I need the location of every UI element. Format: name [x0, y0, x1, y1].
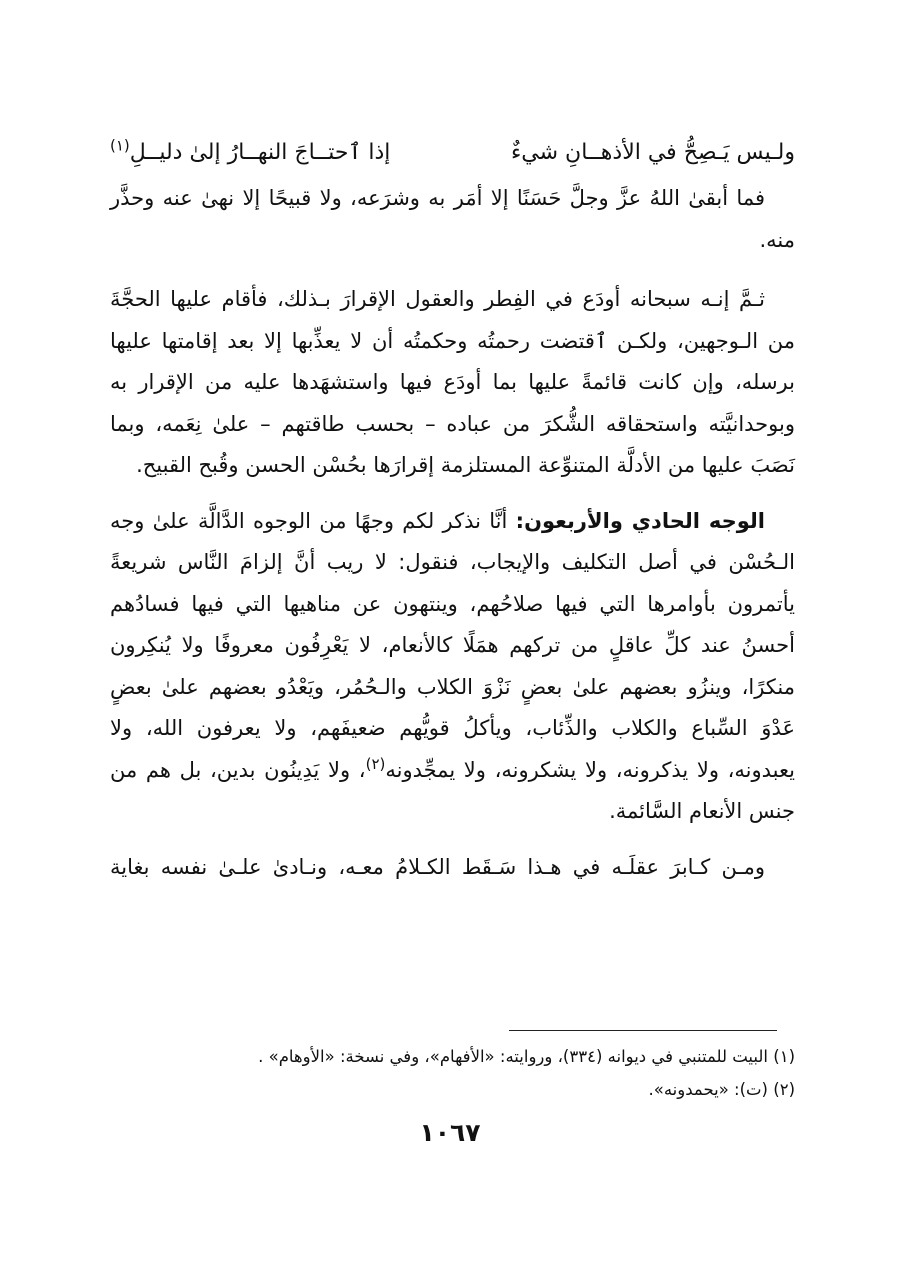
footnote-marker-2[interactable]: (٢)	[365, 754, 386, 773]
paragraph-4-continued	[110, 847, 795, 889]
section-heading: الوجه الحادي والأربعون:	[515, 508, 765, 533]
page-number: ١٠٦٧	[419, 1118, 481, 1147]
poetry-verse	[110, 130, 795, 176]
paragraph-3-text: أنَّا نذكر لكم وجهًا من الوجوه الدَّالَّة علىٰ وجه الـحُسْن في أصل التكليف والإيجاب، فنقول: لا ريب أنَّ إلزامَ النَّاس شريعةً يأتمرون بأوامرها التي فيها صلاحُهم، وينتهون عن مناهيها التي فيها فسادُهم أحسنُ عند كلِّ عاقلٍ من تركهم همَلًا كالأنعام، لا يَعْرِفُون معروفًا ولا يُنكِرون منكرًا، وينزُو بعضهم علىٰ بعضٍ نَزْوَ الكلاب والـحُمُر، ويَعْدُو بعضهم علىٰ بعضٍ عَدْوَ السِّباع والكلاب والذِّئاب، ويأكلُ قويُّهم ضعيفَهم، ولا يعرفون الله، ولا يعبدونه، ولا يذكرونه، ولا يشكرونه، ولا يمجِّدونه	[110, 508, 795, 782]
footnote-2: (٢) (ت): «يحمدونه».	[648, 1080, 795, 1099]
second-hemistich-wrap	[110, 130, 390, 176]
footnotes	[110, 1040, 795, 1106]
footnote-separator	[509, 1030, 777, 1031]
footnote-1: (١) البيت للمتنبي في ديوانه (٣٣٤)، وروايته: «الأفهام»، وفي نسخة: «الأوهام» .	[258, 1047, 795, 1066]
main-text	[110, 130, 795, 888]
paragraph-4-text: ومـن كـابرَ عقلَـه في هـذا سَـقَط الكـلامُ معـه، ونـادىٰ علـىٰ نفسه بغاية	[110, 854, 765, 879]
paragraph-1-text: فما أبقىٰ اللهُ عزَّ وجلَّ حَسَنًا إلا أمَر به وشرَعه، ولا قبيحًا إلا نهىٰ عنه وحذَّر منه.	[110, 186, 795, 252]
paragraph-1	[110, 178, 795, 261]
first-hemistich: ولـيس يَـصِحُّ في الأذهــانِ شيءٌ	[510, 140, 795, 165]
paragraph-3-text-end: ، ولا يَدِينُون بدين، بل هم من جنس الأنعام السَّائمة.	[110, 757, 795, 823]
second-hemistich: إذا ٱحتــاجَ النهــارُ إلىٰ دليــلِ	[129, 140, 391, 165]
footnote-marker-1[interactable]: (١)	[110, 136, 130, 155]
paragraph-3	[110, 501, 795, 833]
paragraph-2	[110, 279, 795, 487]
paragraph-2-text: ثـمَّ إنـه سبحانه أودَع في الفِطر والعقول الإقرارَ بـذلك، فأقام عليها الحجَّةَ من الـوجهين، ولكـن ٱقتضت رحمتُه وحكمتُه أن لا يعذِّبها إلا بعد إقامتها عليها برسله، وإن كانت قائمةً عليها بما أودَع فيها واستشهَدها عليه من الإقرار به وبوحدانيَّته واستحقاقه الشُّكرَ من عباده – بحسب طاقتهم – علىٰ نِعَمه، وبما نَصَبَ عليها من الأدلَّة المتنوِّعة المستلزمة إقرارَها بحُسْن الحسن وقُبح القبيح.	[110, 287, 795, 477]
